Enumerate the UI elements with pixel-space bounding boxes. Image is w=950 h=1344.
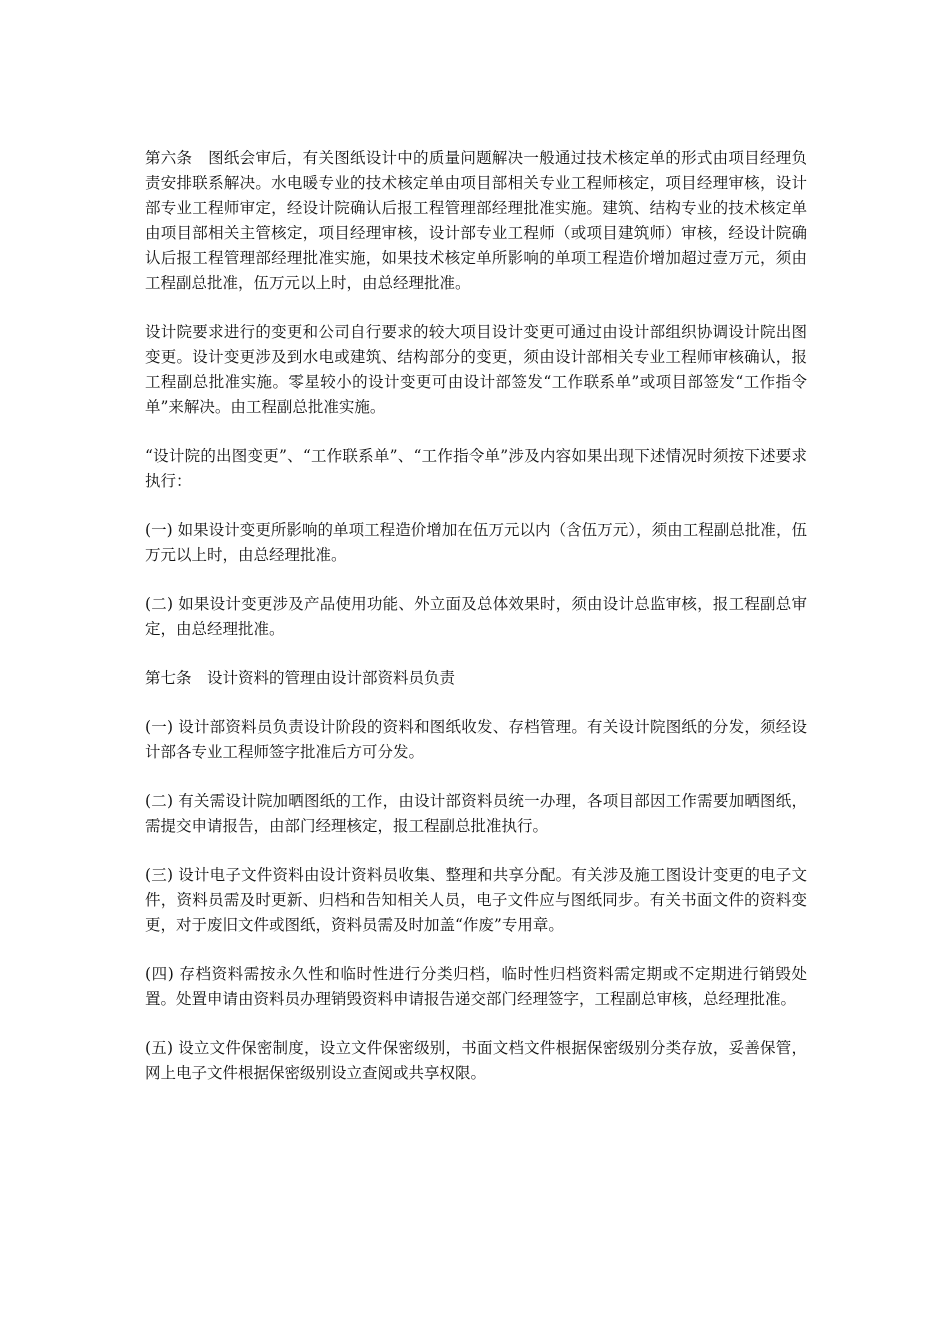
design-change-paragraph: 设计院要求进行的变更和公司自行要求的较大项目设计变更可通过由设计部组织协调设计院出图变更。设计变更涉及到水电或建筑、结构部分的变更，须由设计部相关专业工程师审核确认，报工程副总批准实施。零星较小的设计变更可由设计部签发“工作联系单”或项目部签发“工作指令单”来解决。由工程副总批准实施。 (145, 323, 807, 416)
document-body (145, 146, 807, 1110)
archive-item-5: (五) 设立文件保密制度，设立文件保密级别，书面文档文件根据保密级别分类存放，妥善保管，网上电子文件根据保密级别设立查阅或共享权限。 (145, 1039, 807, 1082)
change-item-2: (二) 如果设计变更涉及产品使用功能、外立面及总体效果时，须由设计总监审核，报工程副总审定，由总经理批准。 (145, 595, 807, 638)
article-6-paragraph: 第六条 图纸会审后，有关图纸设计中的质量问题解决一般通过技术核定单的形式由项目经理负责安排联系解决。水电暖专业的技术核定单由项目部相关专业工程师核定，项目经理审核，设计部专业工程师审定，经设计院确认后报工程管理部经理批准实施。建筑、结构专业的技术核定单由项目部相关主管核定，项目经理审核，设计部专业工程师（或项目建筑师）审核，经设计院确认后报工程管理部经理批准实施，如果技术核定单所影响的单项工程造价增加超过壹万元，须由工程副总批准，伍万元以上时，由总经理批准。 (145, 149, 807, 292)
article-7-heading: 第七条 设计资料的管理由设计部资料员负责 (145, 669, 456, 687)
archive-item-3: (三) 设计电子文件资料由设计资料员收集、整理和共享分配。有关涉及施工图设计变更的电子文件，资料员需及时更新、归档和告知相关人员，电子文件应与图纸同步。有关书面文件的资料变更，对于废旧文件或图纸，资料员需及时加盖“作废”专用章。 (145, 866, 807, 934)
change-requirements-intro: “设计院的出图变更”、“工作联系单”、“工作指令单”涉及内容如果出现下述情况时须按下述要求执行： (145, 447, 807, 490)
archive-item-2: (二) 有关需设计院加晒图纸的工作，由设计部资料员统一办理，各项目部因工作需要加晒图纸，需提交申请报告，由部门经理核定，报工程副总批准执行。 (145, 792, 807, 835)
change-item-1: (一) 如果设计变更所影响的单项工程造价增加在伍万元以内（含伍万元），须由工程副总批准，伍万元以上时，由总经理批准。 (145, 521, 807, 564)
archive-item-1: (一) 设计部资料员负责设计阶段的资料和图纸收发、存档管理。有关设计院图纸的分发，须经设计部各专业工程师签字批准后方可分发。 (145, 718, 807, 761)
archive-item-4: (四) 存档资料需按永久性和临时性进行分类归档，临时性归档资料需定期或不定期进行销毁处置。处置申请由资料员办理销毁资料申请报告递交部门经理签字，工程副总审核，总经理批准。 (145, 965, 807, 1008)
